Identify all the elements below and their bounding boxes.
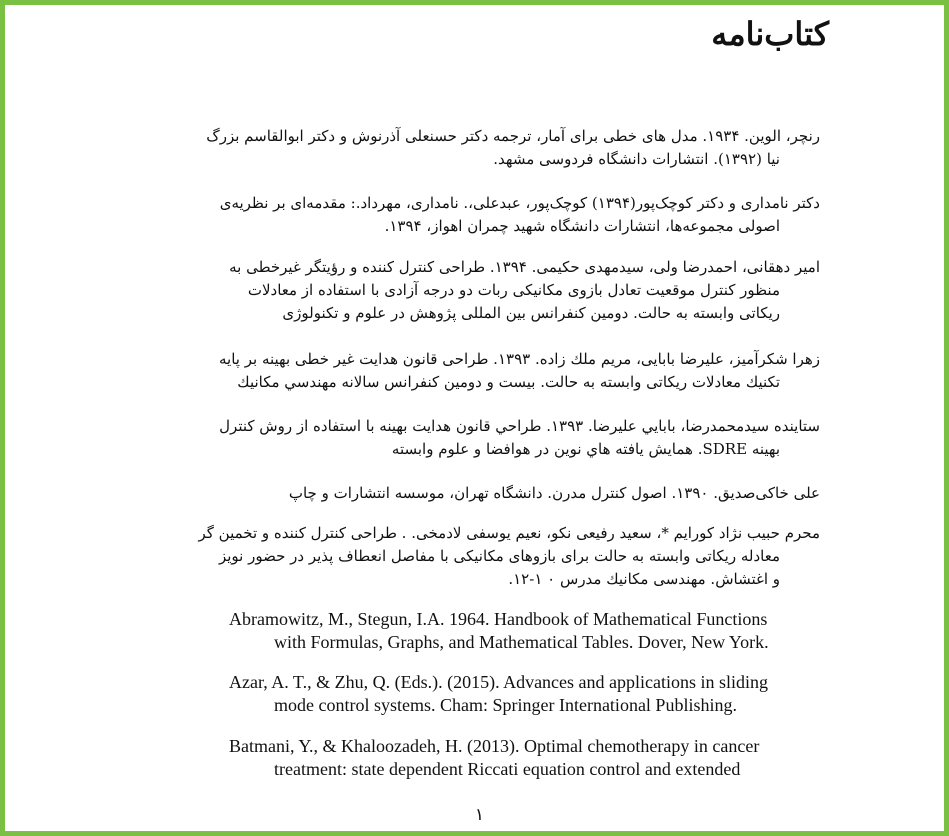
page-number: ۱ — [474, 805, 485, 825]
reference-line: منظور کنترل موقعیت تعادل بازوی مکانیکی ربات دو درجه آزادی با استفاده از معادلات — [247, 281, 780, 299]
reference-line: زهرا شکرآمیز، علیرضا بابایی، مریم ملك زاده. ۱۳۹۳. طراحی قانون هدایت غیر خطی بهینه بر پایه — [219, 350, 820, 368]
reference-en-1 — [229, 608, 839, 654]
reference-line: معادله ریکاتی وابسته به حالت برای بازوهای مکانیکی با مفاصل انعطاف پذیر در حضور نویز — [218, 547, 780, 565]
reference-line: Batmani, Y., & Khaloozadeh, H. (2013). Optimal chemotherapy in cancer — [229, 736, 760, 756]
reference-en-3 — [229, 735, 839, 781]
reference-line: اصولی مجموعه‌ها، انتشارات دانشگاه شهید چمران اهواز، ۱۳۹۴. — [384, 217, 780, 235]
reference-line: دکتر نامداری و دکتر کوچک‌پور(۱۳۹۴) کوچک‌پور، عبدعلی،. نامداری، مهرداد.: مقدمه‌ای بر نظریه‌ی — [219, 194, 820, 212]
reference-line: و اغتشاش. مهندسی مکانیك مدرس ۰ ۱-۱۲. — [508, 570, 780, 588]
reference-line: علی خاکی‌صدیق. ۱۳۹۰. اصول کنترل مدرن. دانشگاه تهران، موسسه انتشارات و چاپ — [288, 484, 820, 502]
reference-fa-6 — [209, 482, 820, 505]
reference-line: رنچر، الوین. ۱۹۳۴. مدل های خطی برای آمار، ترجمه دکتر حسنعلی آذرنوش و دکتر ابوالقاسم بزرگ — [206, 127, 820, 145]
reference-en-2 — [229, 671, 839, 717]
reference-line: Azar, A. T., & Zhu, Q. (Eds.). (2015). Advances and applications in sliding — [229, 672, 769, 692]
reference-line: treatment: state dependent Riccati equation control and extended — [274, 759, 741, 779]
reference-fa-3 — [209, 256, 820, 325]
reference-line: تکنیك معادلات ریکاتی وابسته به حالت. بیست و دومین کنفرانس سالانه مهندسي مکانیك — [237, 373, 780, 391]
reference-line: امیر دهقانی، احمدرضا ولی، سیدمهدی حکیمی. ۱۳۹۴. طراحی کنترل کننده و رؤیتگر غیرخطی به — [229, 258, 820, 276]
reference-line: نیا (۱۳۹۲). انتشارات دانشگاه فردوسی مشهد. — [493, 150, 780, 168]
reference-line: بهينه SDRE. همايش يافته هاي نوين در هوافضا و علوم وابسته — [391, 440, 780, 458]
reference-line: ستاینده سیدمحمدرضا، بابايي علیرضا. ۱۳۹۳. طراحي قانون هدايت بهينه با استفاده از روش کنترل — [219, 417, 820, 435]
reference-line: with Formulas, Graphs, and Mathematical Tables. Dover, New York. — [274, 632, 769, 652]
reference-fa-1 — [206, 125, 820, 171]
reference-fa-7 — [198, 522, 820, 591]
reference-fa-5 — [209, 415, 820, 461]
page-title: کتاب‌نامه — [711, 15, 829, 53]
reference-fa-2 — [209, 192, 820, 238]
reference-fa-4 — [209, 348, 820, 394]
reference-line: ریکاتی وابسته به حالت. دومین کنفرانس بین المللی پژوهش در علوم و تکنولوژی — [282, 304, 780, 322]
reference-line: Abramowitz, M., Stegun, I.A. 1964. Handbook of Mathematical Functions — [229, 609, 768, 629]
reference-line: mode control systems. Cham: Springer International Publishing. — [274, 695, 737, 715]
reference-line: محرم حبیب نژاد کورایم *، سعید رفیعی نکو، نعیم یوسفی لادمخی. . طراحی کنترل کننده و تخمین گر — [198, 524, 820, 542]
